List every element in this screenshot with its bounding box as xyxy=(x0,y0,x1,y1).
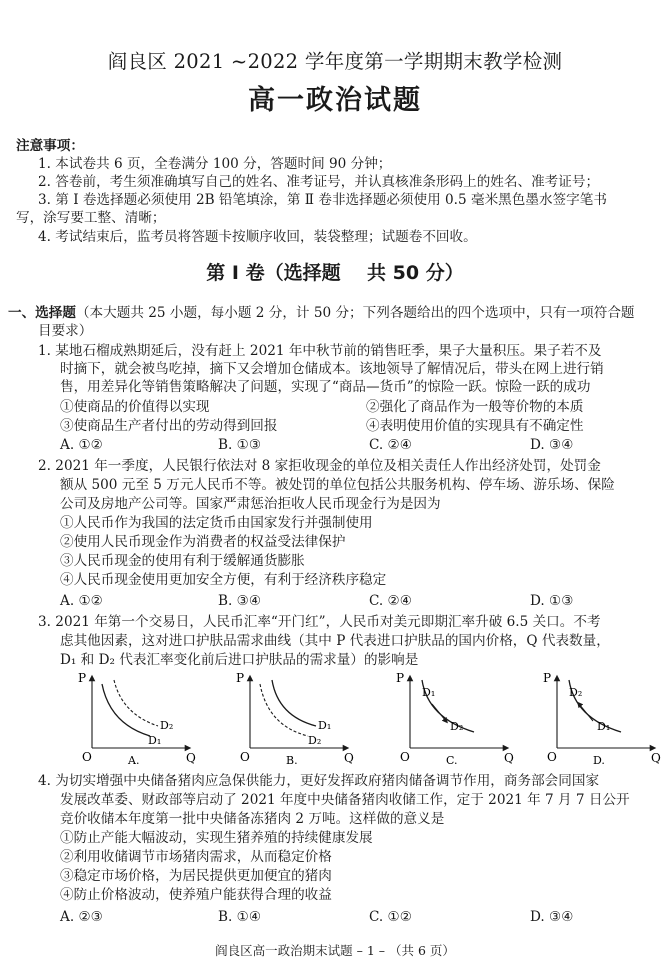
question-4-stem: 发展改革委、财政部等启动了 2021 年度中央储备猪肉收储工作，定于 2021 年 7 月 7 日公开 xyxy=(60,792,630,808)
question-1-stem: 售，用差异化等销售策略解决了问题，实现了“商品—货币”的惊险一跃。惊险一跃的成功 xyxy=(60,379,591,395)
statement-1: ①使商品的价值得以实现 xyxy=(60,399,210,415)
choice-d[interactable]: D. ①③ xyxy=(530,593,574,609)
part-label: 一、选择题 xyxy=(8,305,76,321)
d1-label: D₁ xyxy=(318,719,332,732)
choice-a[interactable]: A. ①② xyxy=(60,593,103,609)
notice-line: 1. 本试卷共 6 页，全卷满分 100 分，答题时间 90 分钟； xyxy=(38,156,392,172)
question-3-stem: D₁ 和 D₂ 代表汇率变化前后进口护肤品的需求量）的影响是 xyxy=(60,652,419,668)
demand-graph-c xyxy=(388,666,518,766)
question-2-stem: 2. 2021 年一季度，人民银行依法对 8 家拒收现金的单位及相关责任人作出经济处罚，处罚金 xyxy=(38,458,601,474)
question-1-stem: 时摘下，就会被鸟吃掉，摘下又会增加仓储成本。该地领导了解情况后，带头在网上进行销 xyxy=(60,361,604,377)
notice-heading: 注意事项： xyxy=(16,138,84,154)
demand-graph-b xyxy=(228,666,358,766)
statement-4: ④人民币现金使用更加安全方便，有利于经济秩序稳定 xyxy=(60,572,387,588)
question-1-stem: 1. 某地石榴成熟期延后，没有赶上 2021 年中秋节前的销售旺季，果子大量积压。果子若不及 xyxy=(38,343,602,359)
question-2-stem: 额从 500 元至 5 万元人民币不等。被处罚的单位包括公共服务机构、停车场、游乐场、保险 xyxy=(60,477,615,493)
question-3-stem: 3. 2021 年第一个交易日，人民币汇率“开门红”，人民币对美元即期汇率升破 6.5 关口。不考 xyxy=(38,614,601,630)
choice-a[interactable]: A. ①② xyxy=(60,437,103,453)
d1-label: D₁ xyxy=(148,734,162,747)
statement-3: ③使商品生产者付出的劳动得到回报 xyxy=(60,418,278,434)
axis-label-p: P xyxy=(543,671,552,685)
axis-label-p: P xyxy=(396,671,405,685)
axis-label-p: P xyxy=(236,671,245,685)
choice-d[interactable]: D. ③④ xyxy=(530,437,574,453)
statement-3: ③人民币现金的使用有利于缓解通货膨胀 xyxy=(60,553,305,569)
graph-option-label: A. xyxy=(128,754,140,766)
axis-label-q: Q xyxy=(504,751,514,765)
statement-2: ②强化了商品作为一般等价物的本质 xyxy=(366,399,584,415)
shift-arrow xyxy=(579,704,593,721)
graph-option-label: B. xyxy=(286,754,298,766)
d2-label: D₂ xyxy=(569,686,583,699)
origin-label: O xyxy=(240,750,250,764)
d1-label: D₁ xyxy=(422,686,436,699)
statement-4: ④表明使用价值的实现具有不确定性 xyxy=(366,418,584,434)
notice-line: 3. 第 Ⅰ 卷选择题必须使用 2B 铅笔填涂，第 Ⅱ 卷非选择题必须使用 0.5 毫米黑色墨水签字笔书 xyxy=(38,192,607,208)
choice-b[interactable]: B. ①④ xyxy=(218,909,262,925)
exam-subject-title: 高一政治试题 xyxy=(248,85,422,116)
d2-label: D₂ xyxy=(308,734,322,747)
part-intro-cont: 目要求） xyxy=(38,323,93,339)
question-4-stem: 竞价收储本年度第一批中央储备冻猪肉 2 万吨。这样做的意义是 xyxy=(60,811,445,827)
question-2-stem: 公司及房地产公司等。国家严肃惩治拒收人民币现金行为是因为 xyxy=(60,496,441,512)
d1-label: D₁ xyxy=(597,720,611,733)
axis-label-p: P xyxy=(78,671,87,685)
origin-label: O xyxy=(400,750,410,764)
notice-line: 4. 考试结束后，监考员将答题卡按顺序收回，装袋整理；试题卷不回收。 xyxy=(38,229,477,245)
part-intro-text: （本大题共 25 小题，每小题 2 分，计 50 分；下列各题给出的四个选项中，只有一项符合题 xyxy=(75,305,635,321)
origin-label: O xyxy=(82,750,92,764)
origin-label: O xyxy=(547,750,557,764)
choice-a[interactable]: A. ②③ xyxy=(60,909,103,925)
statement-3: ③稳定市场价格，为居民提供更加便宜的猪肉 xyxy=(60,868,332,884)
page-footer: 阎良区高一政治期末试题 – 1 – （共 6 页） xyxy=(215,943,455,958)
d2-label: D₂ xyxy=(160,719,174,732)
choice-c[interactable]: C. ②④ xyxy=(369,593,412,609)
question-3-stem: 虑其他因素，这对进口护肤品需求曲线（其中 P 代表进口护肤品的国内价格，Q 代表数量， xyxy=(60,633,610,649)
statement-1: ①防止产能大幅波动，实现生猪养殖的持续健康发展 xyxy=(60,830,373,846)
part-intro xyxy=(8,304,635,322)
axis-label-q: Q xyxy=(344,751,354,765)
exam-header-title: 阎良区 2021 ~2022 学年度第一学期期末教学检测 xyxy=(107,50,563,73)
statement-2: ②利用收储调节市场猪肉需求，从而稳定价格 xyxy=(60,849,332,865)
notice-line: 写，涂写要工整、清晰； xyxy=(16,210,166,226)
choice-d[interactable]: D. ③④ xyxy=(530,909,574,925)
graph-option-label: D. xyxy=(593,754,605,766)
axis-label-q: Q xyxy=(186,751,196,765)
demand-graph-d xyxy=(535,666,665,766)
axis-label-q: Q xyxy=(651,751,661,765)
choice-b[interactable]: B. ③④ xyxy=(218,593,262,609)
choice-b[interactable]: B. ①③ xyxy=(218,437,262,453)
d1-curve xyxy=(102,684,150,736)
shift-arrow xyxy=(432,704,446,721)
notice-line: 2. 答卷前，考生须准确填写自己的姓名、准考证号，并认真核准条形码上的姓名、准考证号； xyxy=(38,174,600,190)
d2-label: D₂ xyxy=(450,720,464,733)
demand-graph-a xyxy=(70,666,200,766)
statement-1: ①人民币作为我国的法定货币由国家发行并强制使用 xyxy=(60,515,373,531)
choice-c[interactable]: C. ①② xyxy=(369,909,412,925)
graph-option-label: C. xyxy=(446,754,458,766)
d1-curve xyxy=(272,680,316,726)
choice-c[interactable]: C. ②④ xyxy=(369,437,412,453)
question-4-stem: 4. 为切实增强中央储备猪肉应急保供能力，更好发挥政府猪肉储备调节作用，商务部会同国家 xyxy=(38,773,600,789)
statement-2: ②使用人民币现金作为消费者的权益受法律保护 xyxy=(60,534,346,550)
statement-4: ④防止价格波动，使养殖户能获得合理的收益 xyxy=(60,887,332,903)
section-title: 第 Ⅰ 卷（选择题 共 50 分） xyxy=(206,262,464,284)
d2-curve xyxy=(260,684,308,736)
